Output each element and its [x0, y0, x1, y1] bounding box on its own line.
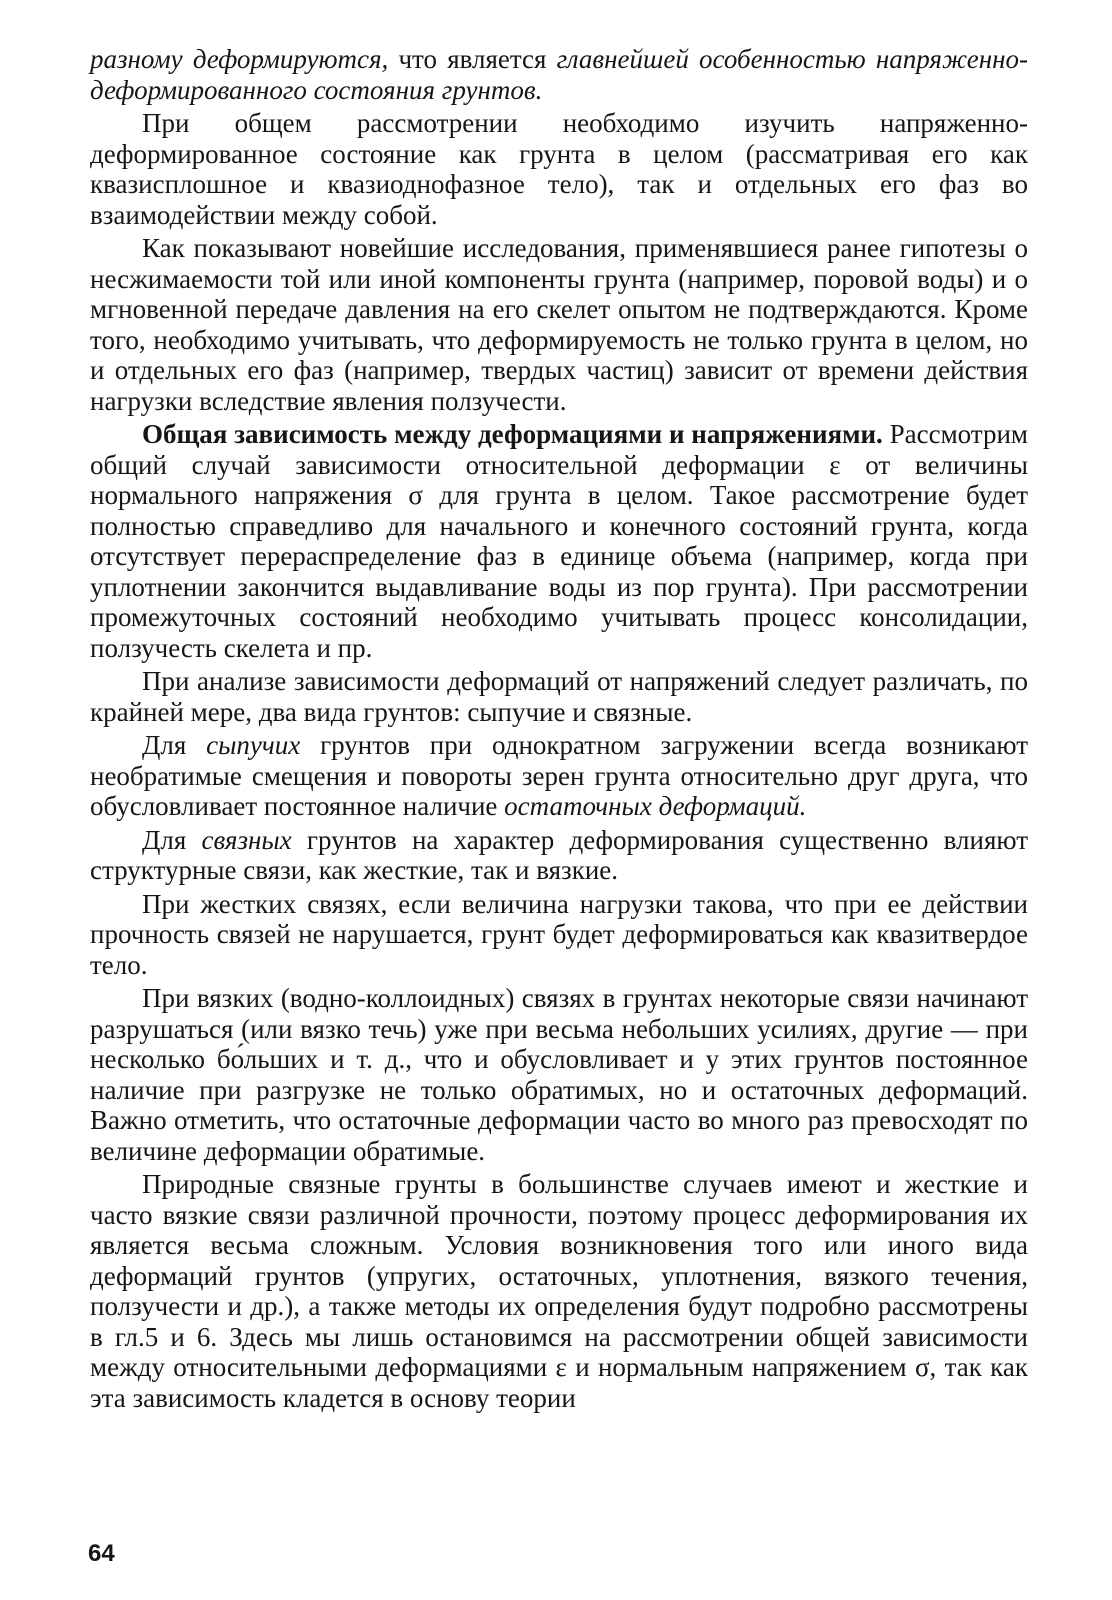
page-body — [90, 44, 1028, 1416]
paragraph-3-text: Рассмотрим общий случай зависимости относительной деформации ε от величины нормального напряжения σ для грунта в целом. Такое рассмотрение будет полностью справедливо для начального и конечного состояний грунта, когда отсутствует перераспределение фаз в единице объема (например, когда при уплотнении закончится выдавливание воды из пор грунта). При рассмотрении промежуточных состояний необходимо учитывать процесс консолидации, ползучесть скелета и пр. — [90, 419, 1028, 663]
paragraph-6-c: грунтов на характер деформирования существенно влияют структурные связи, как жесткие, так и вязкие. — [90, 824, 1029, 885]
paragraph-9: Природные связные грунты в большинстве случаев имеют и жесткие и часто вязкие связи различной прочности, поэтому процесс деформирования их является весьма сложным. Условия возникновения того или иного вида деформаций грунтов (упругих, остаточных, уплотнения, вязкого течения, ползучести и др.), а также методы их определения будут подробно рассмотрены в гл.5 и 6. Здесь мы лишь остановимся на рассмотрении общей зависимости между относительными деформациями ε и нормальным напряжением σ, так как эта зависимость кладется в основу теории — [90, 1169, 1028, 1413]
paragraph-6-a: Для — [142, 824, 202, 855]
paragraph-6 — [90, 825, 1028, 886]
paragraph-5-emphasis: остаточных деформаций. — [504, 791, 807, 821]
paragraph-0-plain: что является — [388, 44, 557, 74]
paragraph-1: При общем рассмотрении необходимо изучить напряженно-деформированное состояние как грунта в целом (рассматривая его как квазисплошное и квазиоднофазное тело), так и отдельных его фаз во взаимодействии между собой. — [90, 108, 1028, 230]
paragraph-8: При вязких (водно-коллоидных) связях в грунтах некоторые связи начинают разрушаться (или вязко течь) уже при весьма небольших усилиях, другие — при несколько бо́льших и т. д., что и обусловливает и у этих грунтов постоянное наличие при разгрузке не только обратимых, но и остаточных деформаций. Важно отметить, что остаточные деформации часто во много раз превосходят по величине деформации обратимые. — [90, 983, 1028, 1166]
paragraph-5-c: грунтов при однократном загружении всегда возникают необратимые смещения и повороты зерен грунта относительно друг друга, что обусловливает постоянное наличие — [90, 730, 1028, 821]
paragraph-0 — [90, 44, 1028, 105]
paragraph-4: При анализе зависимости деформаций от напряжений следует различать, по крайней мере, два вида грунтов: сыпучие и связные. — [90, 666, 1028, 727]
paragraph-5 — [90, 730, 1028, 822]
paragraph-2: Как показывают новейшие исследования, применявшиеся ранее гипотезы о несжимаемости той или иной компоненты грунта (например, поровой воды) и о мгновенной передаче давления на его скелет опытом не подтверждаются. Кроме того, необходимо учитывать, что деформируемость не только грунта в целом, но и отдельных его фаз (например, твердых частиц) зависит от времени действия нагрузки вследствие явления ползучести. — [90, 233, 1028, 416]
paragraph-7: При жестких связях, если величина нагрузки такова, что при ее действии прочность связей не нарушается, грунт будет деформироваться как квазитвердое тело. — [90, 888, 1028, 980]
paragraph-6-term: связных — [201, 824, 292, 855]
paragraph-0-italic-start: разному деформируются, — [90, 44, 389, 74]
page-number: 64 — [88, 1540, 115, 1567]
paragraph-0-italic-end: главнейшей особенностью напряженно-деформированного состояния грунтов. — [90, 44, 1028, 105]
paragraph-3 — [90, 419, 1028, 663]
paragraph-5-term: сыпучих — [206, 730, 301, 760]
section-heading: Общая зависимость между деформациями и напряжениями. — [142, 419, 883, 449]
paragraph-5-a: Для — [142, 730, 207, 760]
